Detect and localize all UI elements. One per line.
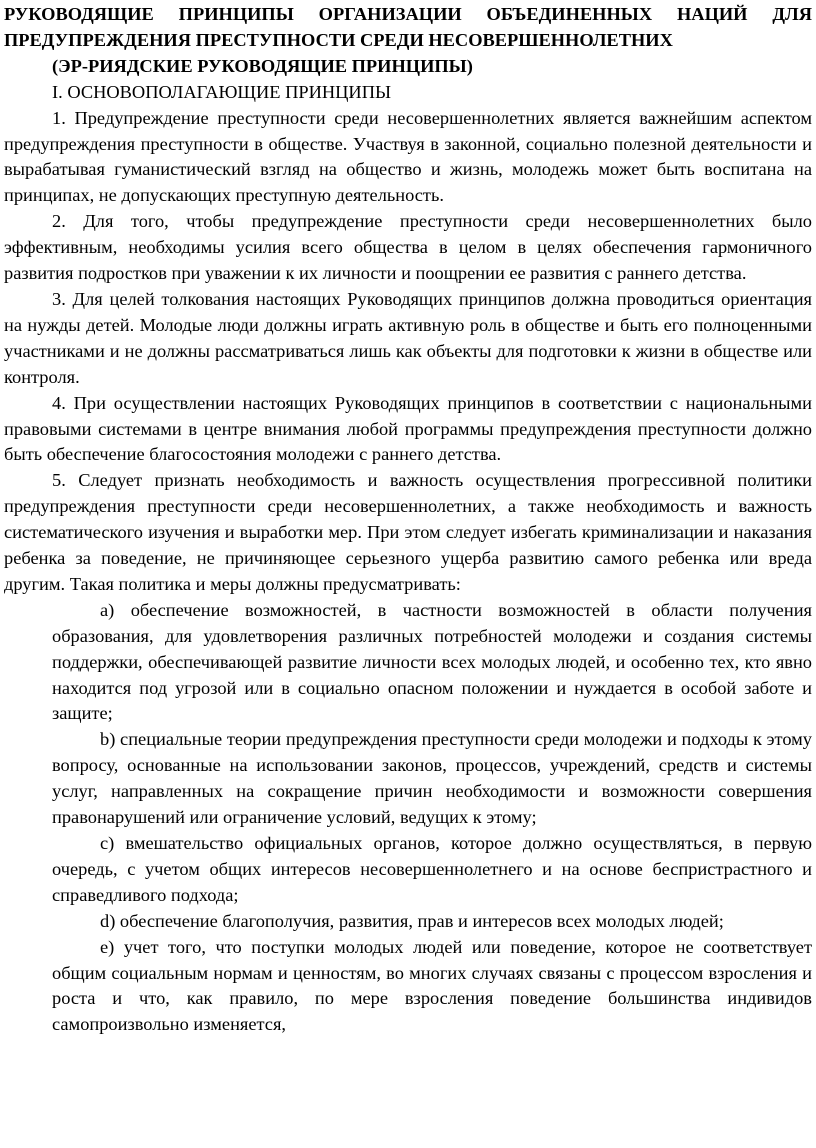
measures-list xyxy=(52,598,812,1038)
paragraph-3: 3. Для целей толкования настоящих Руководящих принципов должна проводиться ориентация на нужды детей. Молодые люди должны играть активную роль в обществе и быть его полноценными участниками и не должны рассматриваться лишь как объекты для подготовки к жизни в обществе или контроля. xyxy=(4,288,812,387)
document-subtitle: (ЭР-РИЯДСКИЕ РУКОВОДЯЩИЕ ПРИНЦИПЫ) xyxy=(52,55,473,76)
paragraph-1: 1. Предупреждение преступности среди несовершеннолетних является важнейшим аспектом предупреждения преступности в обществе. Участвуя в законной, социально полезной деятельности и вырабатывая гуманистический взгляд на общество и жизнь, молодежь может быть воспитана на принципах, не допускающих преступную деятельность. xyxy=(4,107,812,206)
paragraph-list xyxy=(4,106,812,598)
paragraph-5: 5. Следует признать необходимость и важность осуществления прогрессивной политики предупреждения преступности среди несовершеннолетних, а также необходимость и важность систематического изучения и выработки мер. При этом следует избегать криминализации и наказания ребенка за поведение, не причиняющее серьезного ущерба развитию самого ребенка или вреда другим. Такая политика и меры должны предусматривать: xyxy=(4,470,812,594)
section-heading: I. ОСНОВОПОЛАГАЮЩИЕ ПРИНЦИПЫ xyxy=(52,81,392,102)
list-item-e: e) учет того, что поступки молодых людей или поведение, которое не соответствует общим социальным нормам и ценностям, во многих случаях связаны с процессом взросления и роста и что, как правило, по мере взросления поведение большинства индивидов самопроизвольно изменяется, xyxy=(52,936,812,1035)
paragraph-2: 2. Для того, чтобы предупреждение преступности среди несовершеннолетних было эффективным, необходимы усилия всего общества в целом в целях обеспечения гармоничного развития подростков при уважении к их личности и поощрении ее развития с раннего детства. xyxy=(4,211,812,284)
list-item-b: b) специальные теории предупреждения преступности среди молодежи и подходы к этому вопросу, основанные на использовании законов, процессов, учреждений, средств и системы услуг, направленных на сокращение причин необходимости и возможности совершения правонарушений или ограничение условий, ведущих к этому; xyxy=(52,729,812,828)
list-item-c: c) вмешательство официальных органов, которое должно осуществляться, в первую очередь, с учетом общих интересов несовершеннолетнего и на основе беспристрастного и справедливого подхода; xyxy=(52,833,812,905)
list-item-d: d) обеспечение благополучия, развития, прав и интересов всех молодых людей; xyxy=(100,910,724,931)
document-title: РУКОВОДЯЩИЕ ПРИНЦИПЫ ОРГАНИЗАЦИИ ОБЪЕДИНЕННЫХ НАЦИЙ ДЛЯ ПРЕДУПРЕЖДЕНИЯ ПРЕСТУПНОСТИ СРЕДИ НЕСОВЕРШЕННОЛЕТНИХ xyxy=(4,4,812,50)
paragraph-4: 4. При осуществлении настоящих Руководящих принципов в соответствии с национальными правовыми системами в центре внимания любой программы предупреждения преступности должно быть обеспечение благосостояния молодежи с раннего детства. xyxy=(4,392,812,465)
list-item-a: a) обеспечение возможностей, в частности возможностей в области получения образования, для удовлетворения различных потребностей молодежи и создания системы поддержки, обеспечивающей развитие личности всех молодых людей, и особенно тех, кто явно находится под угрозой или в социально опасном положении и нуждается в особой заботе и защите; xyxy=(52,599,812,724)
